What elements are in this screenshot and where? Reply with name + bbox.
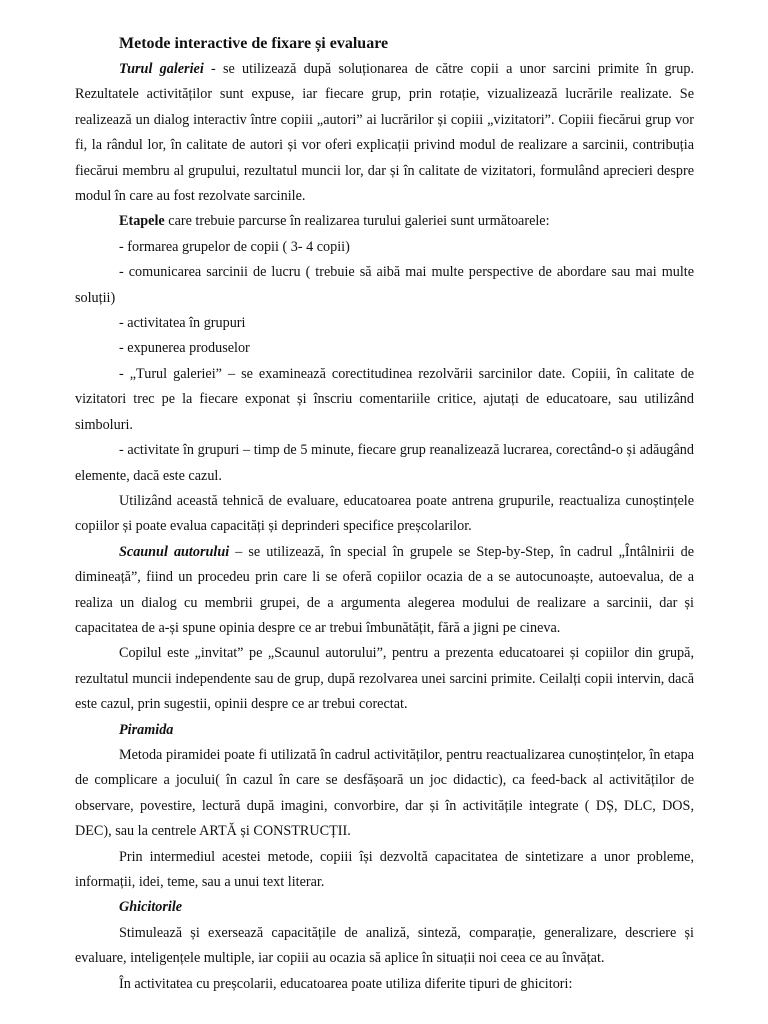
paragraph-text: – se utilizează, în special în grupele se Step-by-Step, în cadrul „Întâlnirii de dimineață”, fiind un procedeu prin care li se oferă copiilor ocazia de a se autocunoaște, autoevalua, de a realiza un dialog cu membrii grupei, de a argumenta alegerea modului de realizare a sarcinii, dar și capacitatea de a-și spune opinia despre ce ar trebui îmbunătățit, fără a jigni pe cineva.	[75, 543, 694, 636]
list-item: - expunerea produselor	[119, 340, 250, 357]
document-body	[75, 31, 694, 997]
list-item: - activitate în grupuri – timp de 5 minute, fiecare grup reanalizează lucrarea, corectând-o și adăugând elemente, dacă este cazul.	[75, 442, 694, 484]
paragraph-etapele	[75, 209, 694, 234]
paragraph-copilul-invitat: Copilul este „invitat” pe „Scaunul autorului”, pentru a prezenta educatoarei și copiilor din grupă, rezultatul muncii independente sau de grup, după rezolvarea unei sarcini primite. Ceilalți copii intervin, dacă este cazul, prin sugestii, opinii despre ce ar trebui corectat.	[75, 645, 694, 713]
list-item: - activitatea în grupuri	[119, 315, 246, 332]
paragraph-scaunul-autorului	[75, 540, 694, 642]
paragraph-text: care trebuie parcurse în realizarea turului galeriei sunt următoarele:	[164, 213, 550, 230]
paragraph-ghicitorile-2: În activitatea cu preșcolarii, educatoarea poate utiliza diferite tipuri de ghicitori:	[119, 975, 573, 992]
list-item: - comunicarea sarcinii de lucru ( trebuie să aibă mai multe perspective de abordare sau mai multe soluții)	[75, 264, 694, 306]
paragraph-text: - se utilizează după soluționarea de către copii a unor sarcini primite în grup. Rezultatele activităților sunt expuse, iar fiecare grup, prin rotație, vizualizează lucrările realizate. Se realizează un dialog interactiv între copiii „autori” ai lucrărilor și copiii „vizitatori”. Copiii fiecărui grup vor fi, la rândul lor, în calitate de autori și vor oferi explicații privind modul de realizare a sarcinii, contribuția fiecărui membru al grupului, rezultatul muncii lor, dar și în calitate de vizitatori, formulând aprecieri despre modul în care au fost rezolvate sarcinile.	[75, 61, 694, 205]
term-scaunul-autorului: Scaunul autorului	[119, 543, 230, 560]
document-title: Metode interactive de fixare și evaluare	[119, 35, 389, 52]
heading-ghicitorile: Ghicitorile	[119, 899, 183, 916]
paragraph-turul-galeriei	[75, 57, 694, 209]
paragraph-ghicitorile-1: Stimulează și exersează capacitățile de analiză, sinteză, comparație, generalizare, descriere și evaluare, inteligențele multiple, iar copiii au ocazia să aplice în situații noi ceea ce au învățat.	[75, 924, 694, 967]
term-etapele: Etapele	[119, 213, 165, 230]
paragraph-evaluare: Utilizând această tehnică de evaluare, educatoarea poate antrena grupurile, reactualiza cunoștințele copiilor și poate evalua capacități și deprinderi specifice preșcolarilor.	[75, 492, 694, 535]
paragraph-piramida-1: Metoda piramidei poate fi utilizată în cadrul activităților, pentru reactualizarea cunoștințelor, în etapa de complicare a jocului( în cazul în care se desfășoară un joc didactic), ca feed-back al activităților de observare, povestire, lectură după imagini, convorbire, dar și în activitățile integrate ( DȘ, DLC, DOS, DEC), sau la centrele ARTĂ și CONSTRUCȚII.	[75, 746, 694, 840]
heading-piramida: Piramida	[119, 721, 174, 738]
list-item: - „Turul galeriei” – se examinează corectitudinea rezolvării sarcinilor date. Copiii, în calitate de vizitatori trec pe la fiecare exponat și înscriu comentariile critice, ajutați de educatoare, sau utilizând simboluri.	[75, 365, 694, 433]
paragraph-piramida-2: Prin intermediul acestei metode, copiii își dezvoltă capacitatea de sintetizare a unor probleme, informații, idei, teme, sau a unui text literar.	[75, 848, 694, 890]
list-item: - formarea grupelor de copii ( 3- 4 copii)	[119, 238, 350, 255]
term-turul-galeriei: Turul galeriei	[119, 61, 204, 77]
